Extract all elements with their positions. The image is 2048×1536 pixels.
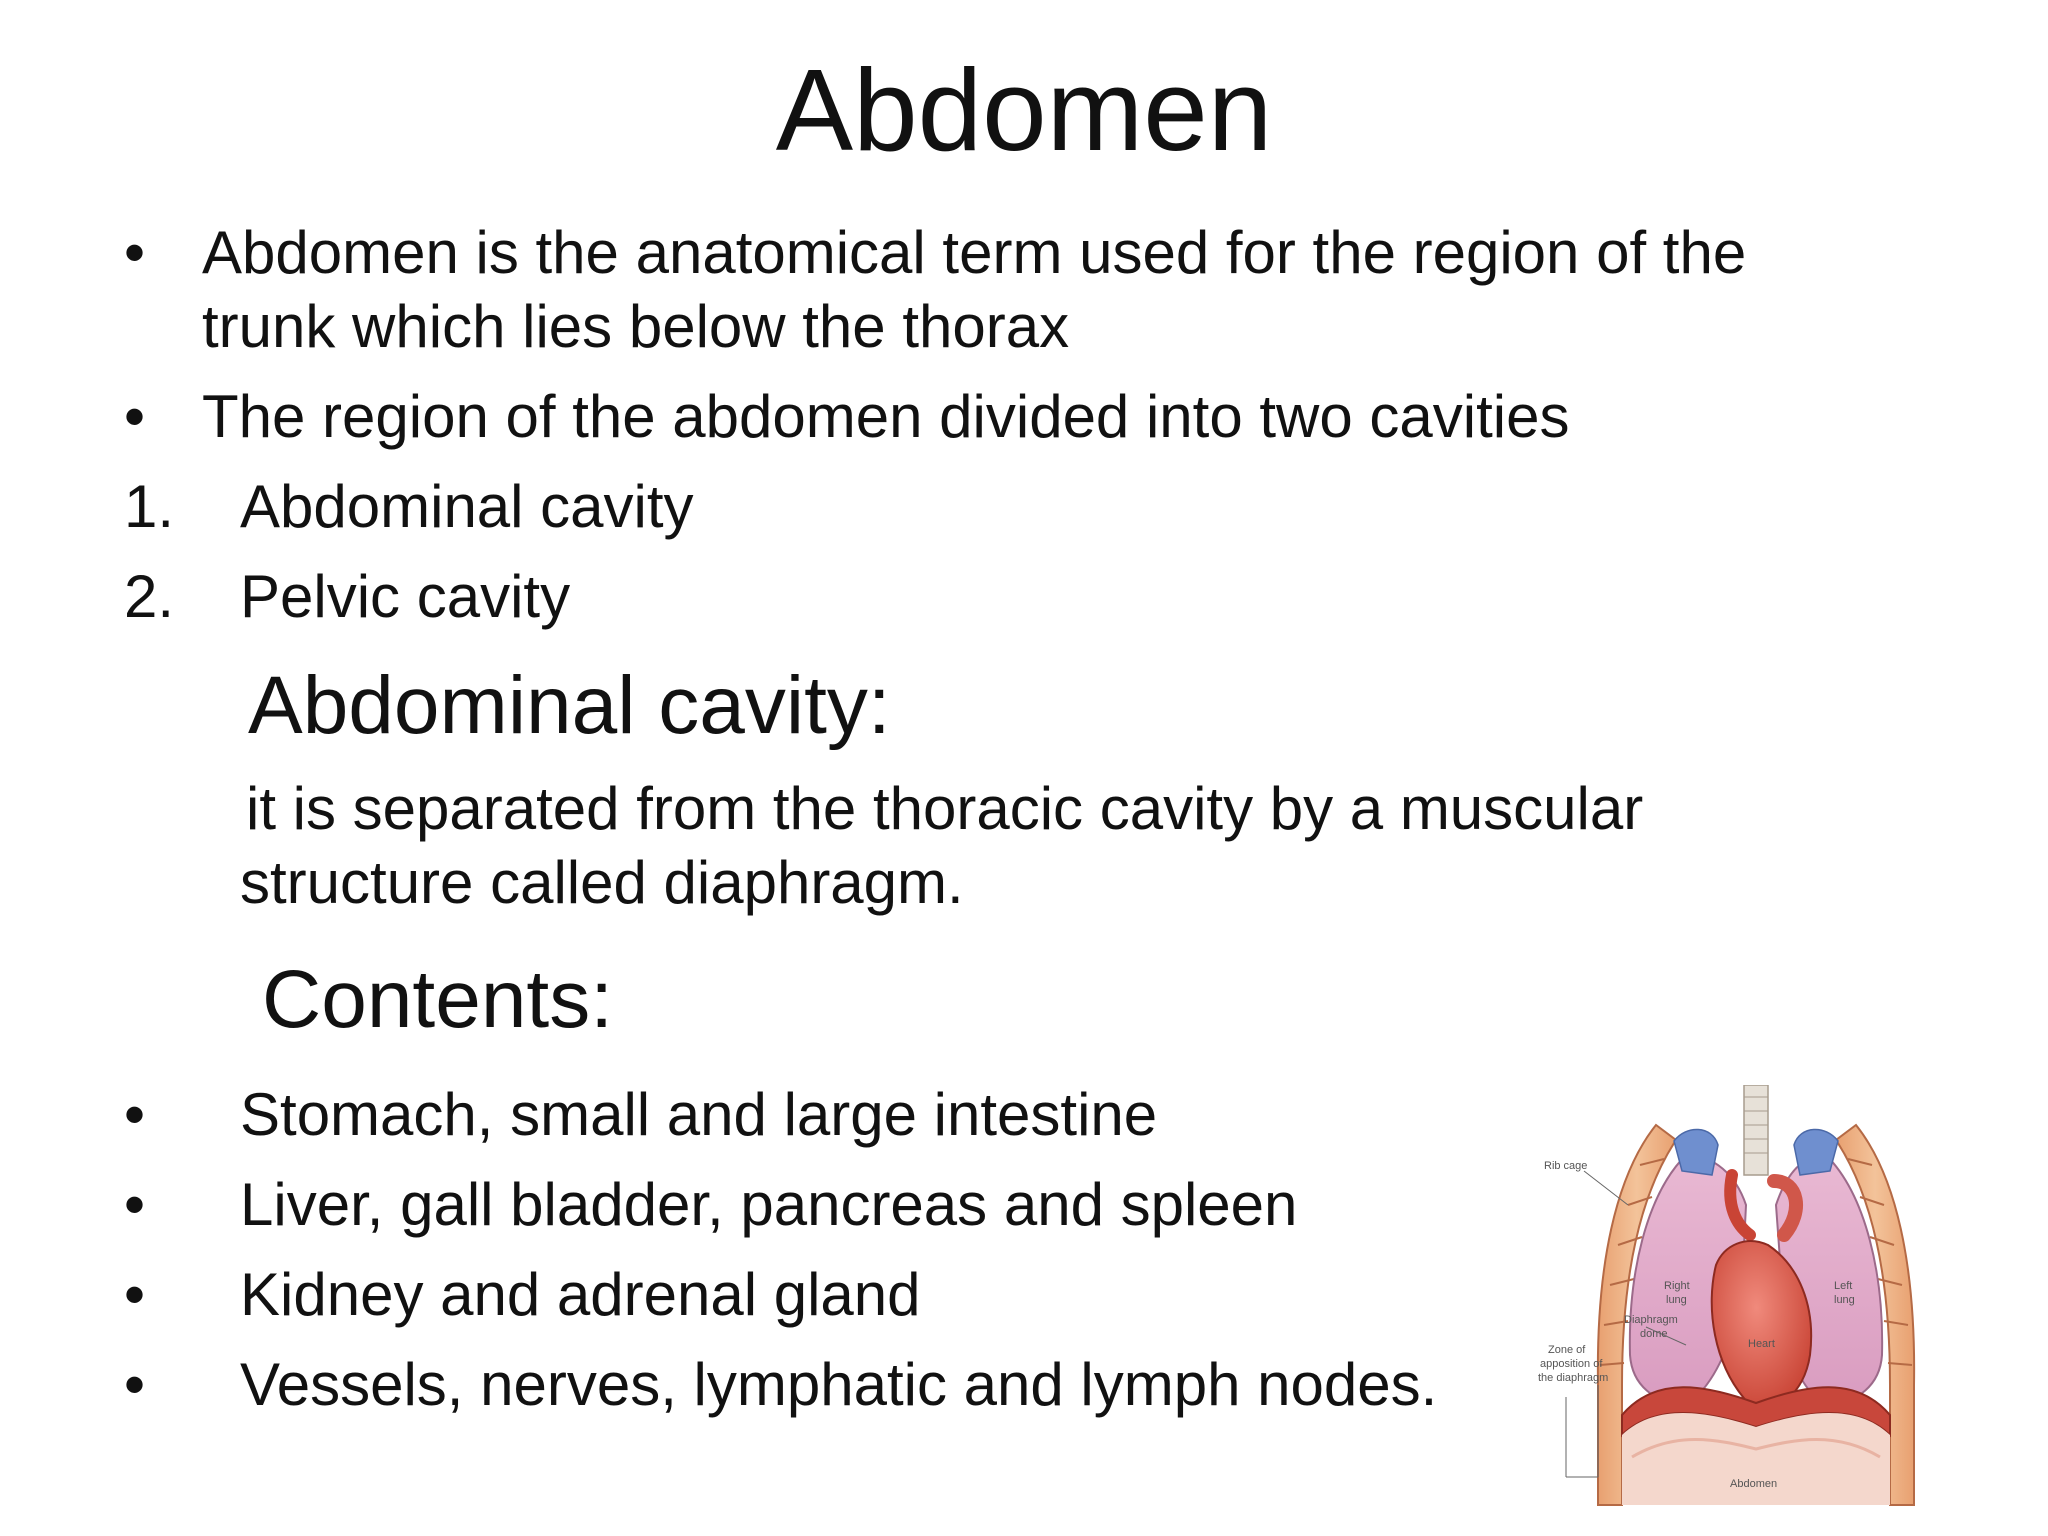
cavity-item-1: Abdominal cavity	[240, 473, 694, 540]
list-number: 2.	[124, 563, 175, 630]
bullet-marker: •	[124, 1351, 146, 1418]
bullet-marker: •	[124, 1171, 146, 1238]
list-number: 1.	[124, 473, 175, 540]
intro-bullet-1-line-1: Abdomen is the anatomical term used for the region of the	[202, 219, 1747, 286]
label-abdomen: Abdomen	[1730, 1478, 1778, 1490]
label-right-lung-2: lung	[1666, 1294, 1687, 1306]
bullet-marker: •	[124, 383, 146, 450]
contents-heading: Contents:	[262, 954, 613, 1045]
label-rib-cage: Rib cage	[1544, 1160, 1588, 1172]
intro-bullet-2: The region of the abdomen divided into two cavities	[202, 383, 1570, 450]
bullet-marker: •	[124, 1261, 146, 1328]
label-right-lung-1: Right	[1664, 1280, 1690, 1292]
label-zone-2: apposition of	[1540, 1358, 1603, 1370]
label-dome-2: dome	[1640, 1328, 1668, 1340]
abdominal-cavity-desc-line-2: structure called diaphragm.	[240, 849, 964, 916]
bullet-marker: •	[124, 219, 146, 286]
abdominal-cavity-heading: Abdominal cavity:	[248, 660, 891, 751]
contents-item-1: Stomach, small and large intestine	[240, 1081, 1158, 1148]
contents-item-2: Liver, gall bladder, pancreas and spleen	[240, 1171, 1298, 1238]
cavity-item-2: Pelvic cavity	[240, 563, 571, 630]
bullet-marker: •	[124, 1081, 146, 1148]
contents-item-4: Vessels, nerves, lymphatic and lymph nodes.	[240, 1351, 1438, 1418]
slide-title: Abdomen	[775, 45, 1273, 175]
label-left-lung-1: Left	[1834, 1280, 1853, 1292]
intro-bullet-1-line-2: trunk which lies below the thorax	[202, 293, 1070, 360]
thorax-diaphragm-svg	[1536, 1085, 1976, 1525]
label-dome-1: Diaphragm	[1624, 1314, 1678, 1326]
contents-item-3: Kidney and adrenal gland	[240, 1261, 921, 1328]
label-heart: Heart	[1748, 1338, 1775, 1350]
label-zone-1: Zone of	[1548, 1344, 1586, 1356]
abdominal-cavity-desc-line-1: it is separated from the thoracic cavity by a muscular	[246, 775, 1644, 842]
thorax-diaphragm-illustration	[1536, 1085, 1976, 1525]
label-left-lung-2: lung	[1834, 1294, 1855, 1306]
label-zone-3: the diaphragm	[1538, 1372, 1609, 1384]
